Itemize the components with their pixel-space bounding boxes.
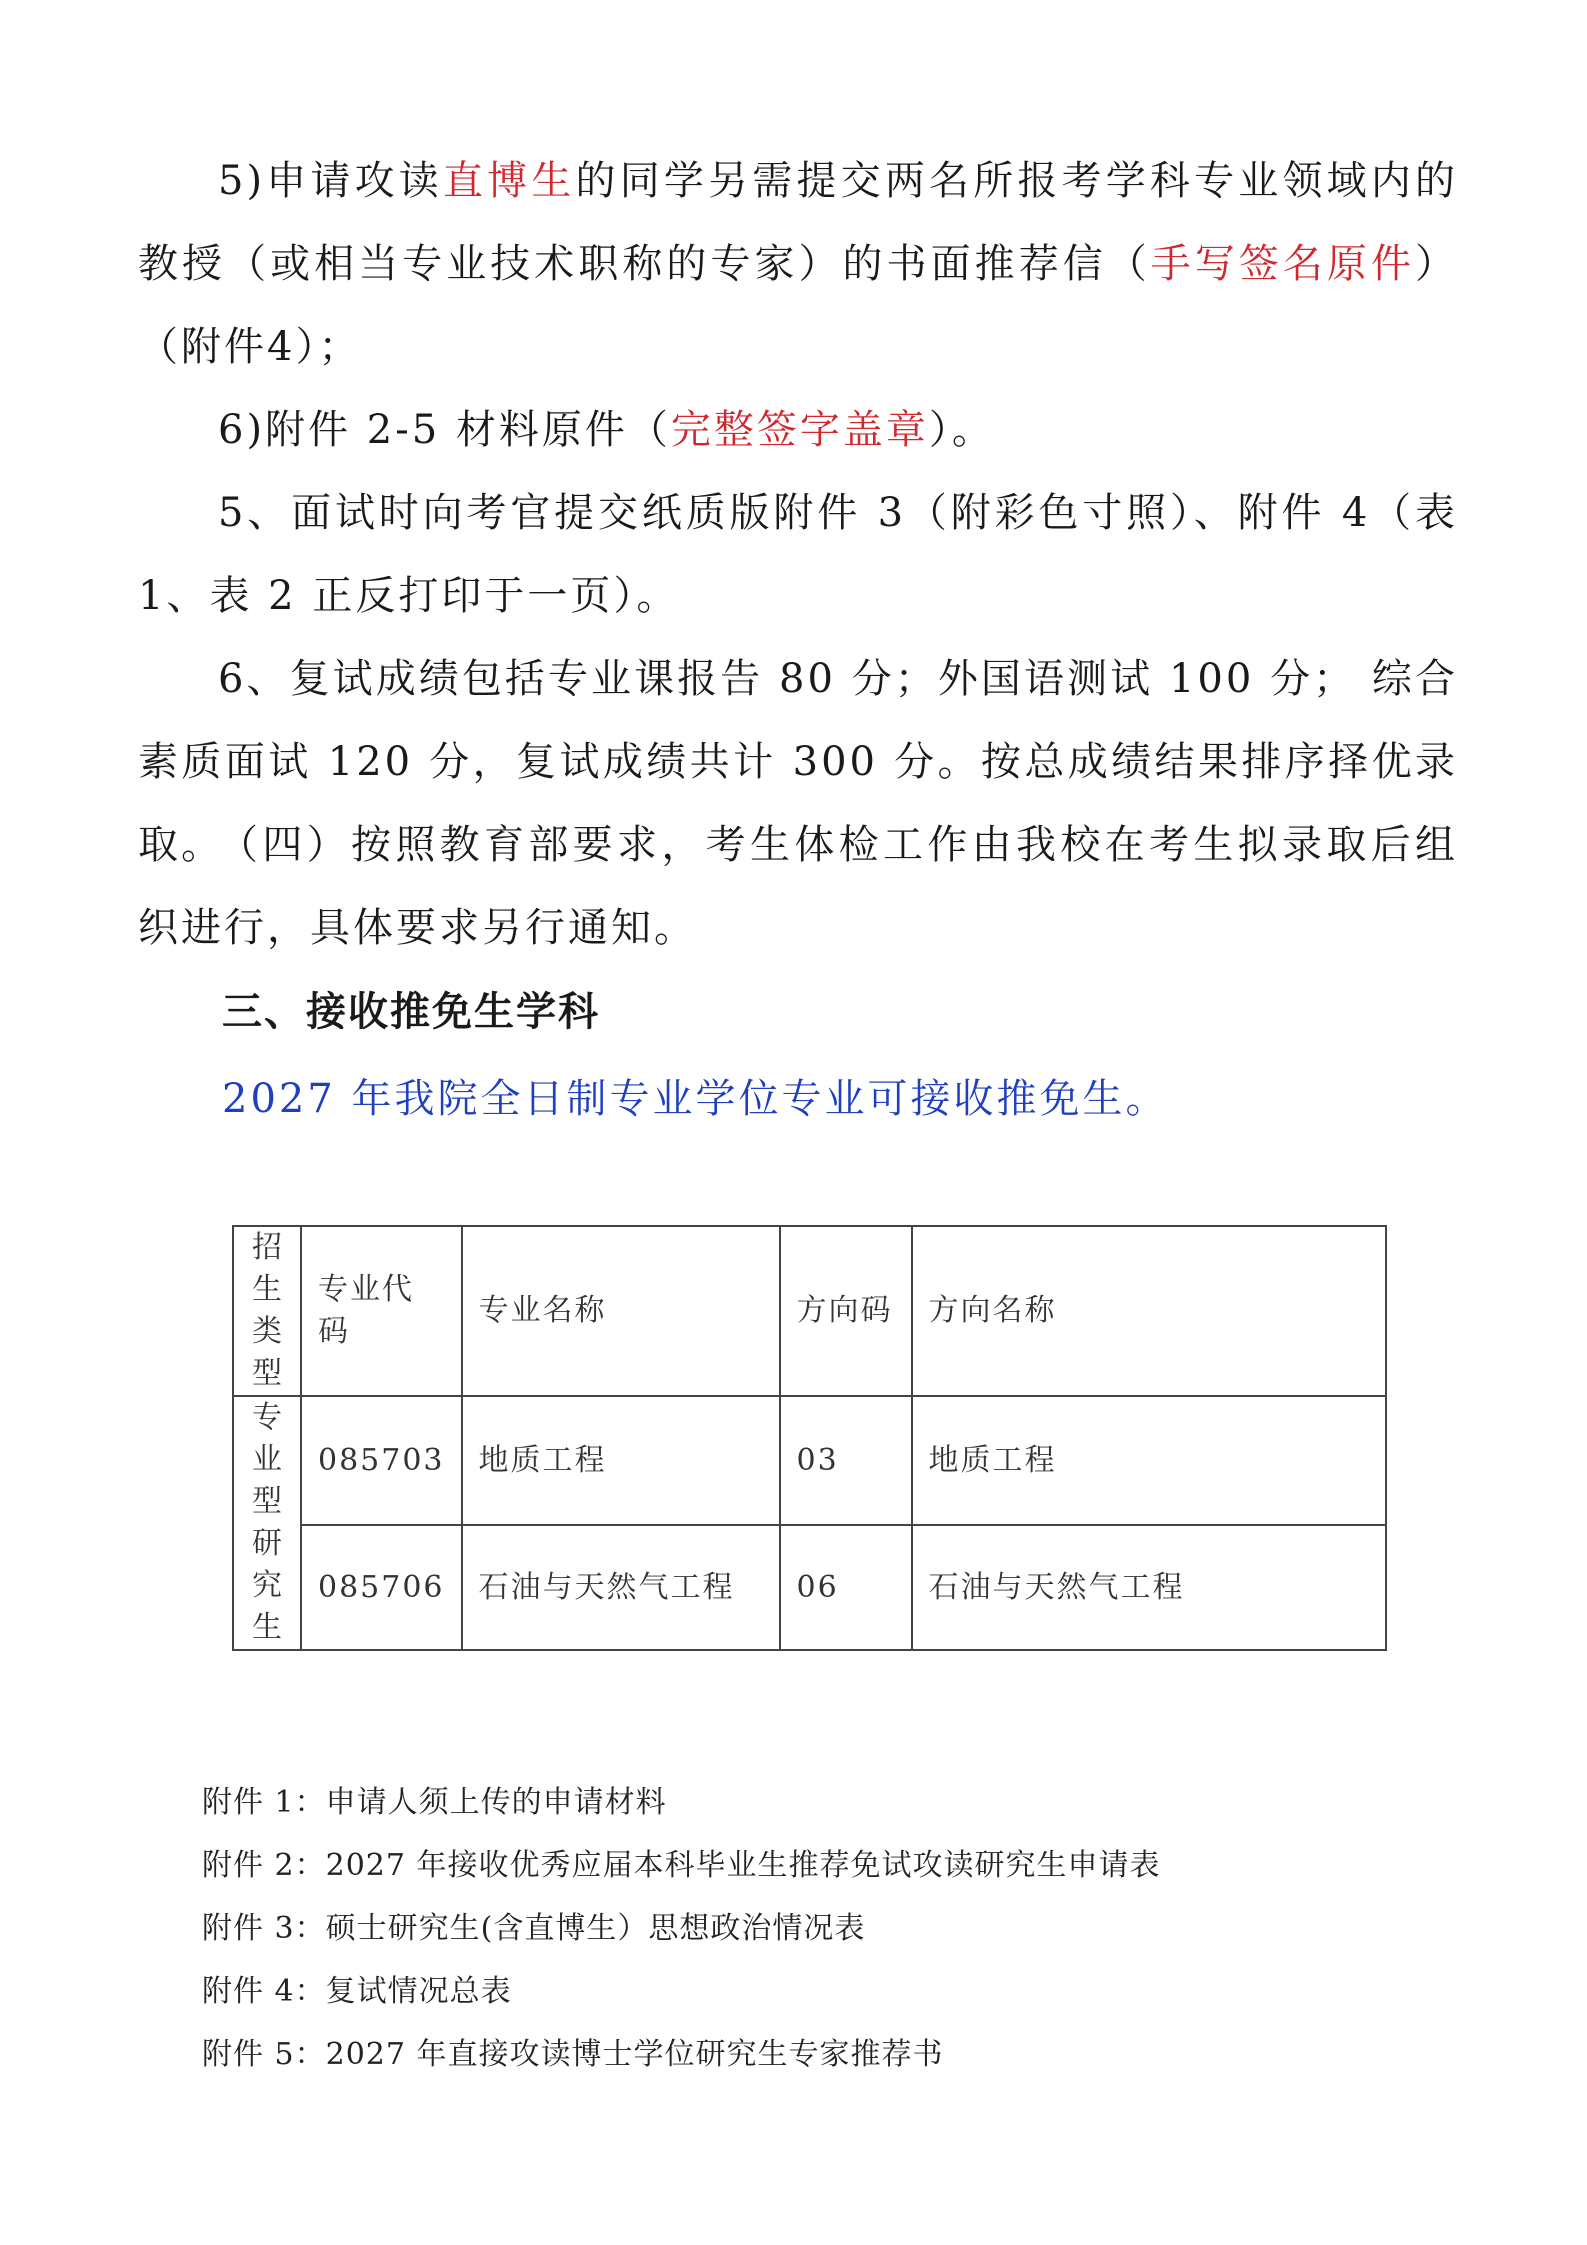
header-direction-name: 方向名称: [912, 1226, 1386, 1396]
attachment-2: 附件 2：2027 年接收优秀应届本科毕业生推荐免试攻读研究生申请表: [202, 1848, 1161, 1883]
text-segment: ）。: [928, 407, 995, 453]
table-row: [233, 1396, 1386, 1525]
attachment-5: 附件 5：2027 年直接攻读博士学位研究生专家推荐书: [202, 2037, 944, 2072]
section-heading: 三、接收推免生学科: [222, 989, 600, 1035]
cell-direction-name: 地质工程: [912, 1396, 1386, 1525]
section-note: 2027 年我院全日制专业学位专业可接收推免生。: [222, 1076, 1169, 1122]
attachment-4: 附件 4：复试情况总表: [202, 1974, 512, 2009]
attachment-3: 附件 3：硕士研究生(含直博生）思想政治情况表: [202, 1911, 866, 1946]
cell-major-code: 085703: [301, 1396, 462, 1525]
table-row: [233, 1525, 1386, 1650]
paragraph-score-composition: 6、复试成绩包括专业课报告 80 分；外国语测试 100 分； 综合素质面试 120 分，复试成绩共计 300 分。按总成绩结果排序择优录取。: [138, 656, 1458, 868]
highlight-signature-seal: 完整签字盖章: [670, 407, 929, 453]
text-segment: 5)申请攻读: [218, 158, 443, 204]
text-segment: ）（附件4）；: [138, 241, 1459, 370]
cell-major-name: 地质工程: [462, 1396, 780, 1525]
table-header-row: [233, 1226, 1386, 1396]
text-segment: 的同学另需提交两名所报考学科专业领域内的教授（或相当专业技术职称的专家）的书面推荐信（: [138, 158, 1459, 287]
discipline-table: [232, 1225, 1387, 1651]
text-segment: 6)附件 2-5 材料原件（: [218, 407, 671, 453]
header-category: 招生类型: [233, 1226, 301, 1396]
cell-direction-name: 石油与天然气工程: [912, 1525, 1386, 1650]
paragraph-original-materials: [138, 389, 1458, 472]
cell-direction-code: 03: [780, 1396, 912, 1525]
attachment-1: 附件 1：申请人须上传的申请材料: [202, 1785, 667, 1820]
paragraph-interview-submission: 5、面试时向考官提交纸质版附件 3（附彩色寸照）、附件 4（表 1、表 2 正反打印于一页）。: [138, 490, 1458, 619]
cell-major-code: 085706: [301, 1525, 462, 1650]
highlight-direct-phd: 直博生: [442, 158, 576, 204]
paragraph-medical-exam: （四）按照教育部要求，考生体检工作由我校在考生拟录取后组织进行，具体要求另行通知。: [138, 822, 1458, 951]
highlight-handwritten-signature: 手写签名原件: [1150, 241, 1416, 287]
cell-category: 专业型研究生: [233, 1396, 301, 1650]
header-major-name: 专业名称: [462, 1226, 780, 1396]
cell-major-name: 石油与天然气工程: [462, 1525, 780, 1650]
header-major-code: 专业代码: [301, 1226, 462, 1396]
cell-direction-code: 06: [780, 1525, 912, 1650]
paragraph-direct-phd-recommendation: [138, 140, 1458, 389]
header-direction-code: 方向码: [780, 1226, 912, 1396]
